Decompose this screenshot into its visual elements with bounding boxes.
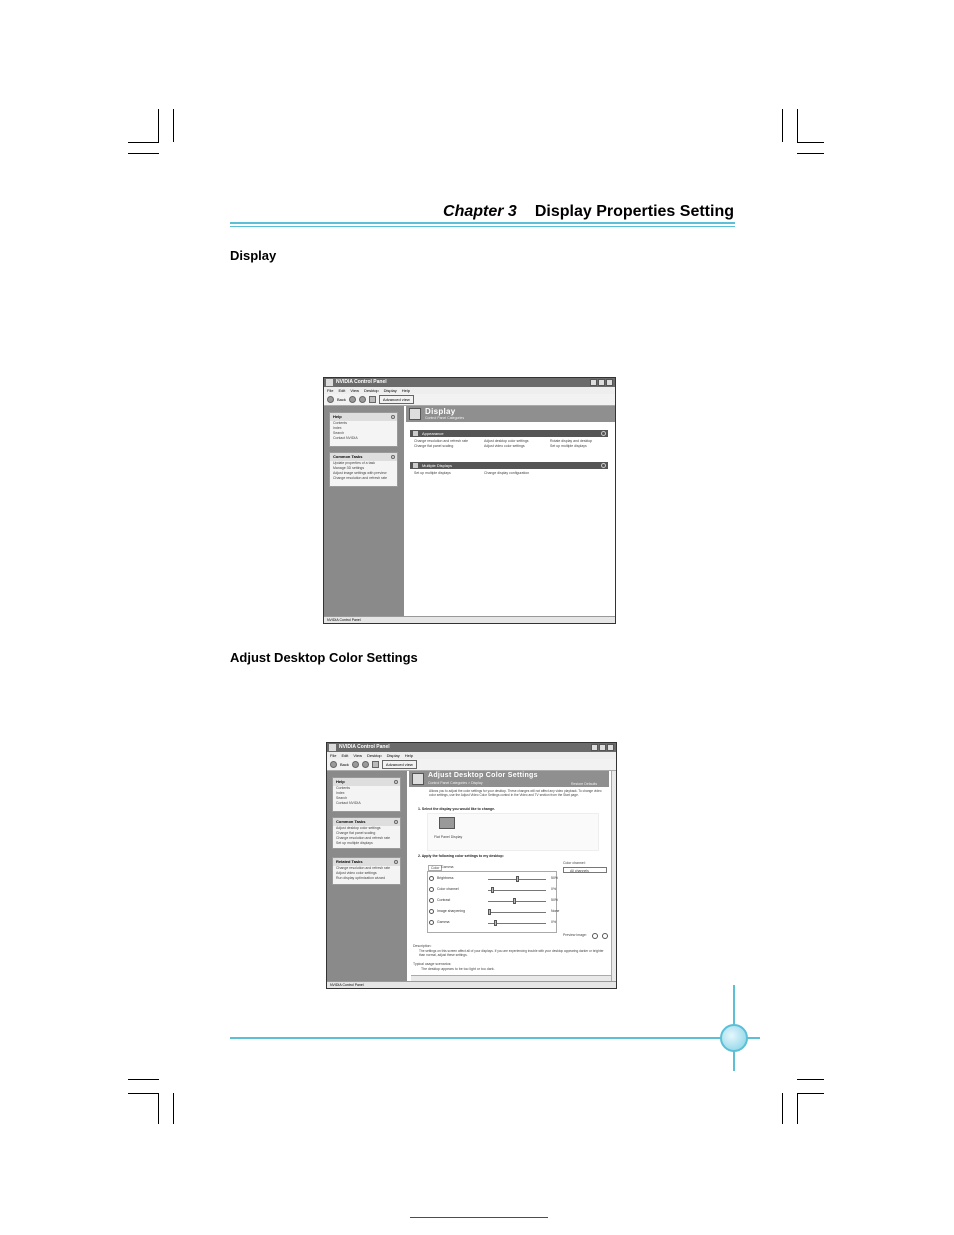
window-titlebar xyxy=(327,743,616,752)
monitor-label: Flat Panel Display xyxy=(434,835,463,839)
menu-view[interactable]: View xyxy=(353,753,362,758)
app-icon xyxy=(329,744,336,751)
slider-track[interactable] xyxy=(488,901,546,902)
close-icon[interactable] xyxy=(606,379,613,386)
task-link[interactable]: Change flat panel scaling xyxy=(414,444,454,448)
status-bar: NVIDIA Control Panel xyxy=(327,981,616,988)
related-tasks-panel xyxy=(332,857,401,885)
screenshot-display xyxy=(323,377,616,624)
home-icon[interactable] xyxy=(369,396,376,403)
slider-thumb[interactable] xyxy=(494,920,497,926)
section-title-display: Display xyxy=(230,248,277,263)
menu-view[interactable]: View xyxy=(350,388,359,393)
chapter-number: Chapter 3 xyxy=(443,203,517,220)
help-item[interactable]: Search xyxy=(336,796,348,800)
refresh-icon[interactable] xyxy=(362,761,369,768)
slider-value: 0% xyxy=(551,920,557,924)
multiple-displays-header[interactable] xyxy=(410,462,608,469)
app-icon xyxy=(326,379,333,386)
forward-icon[interactable] xyxy=(349,396,356,403)
slider-row xyxy=(428,908,563,916)
chevron-up-icon[interactable] xyxy=(391,415,395,419)
contrast-icon xyxy=(429,898,434,903)
intro-text: Allows you to adjust the color settings for your desktop. These changes will not affect any video playback. To change video color settings, use the Adjust Video Color Settings control in the Video and TV section from the Start page. xyxy=(429,789,602,797)
chapter-header xyxy=(380,203,734,221)
crop-mark xyxy=(128,1093,159,1094)
task-link[interactable]: Rotate display and desktop xyxy=(550,439,593,443)
crop-mark xyxy=(782,109,783,142)
multiple-displays-icon xyxy=(413,463,418,468)
menu-help[interactable]: Help xyxy=(404,753,414,758)
menu-desktop[interactable]: Desktop xyxy=(366,753,382,758)
slider-value: None xyxy=(551,909,560,913)
page-banner xyxy=(409,771,609,787)
tab-color[interactable]: Color xyxy=(428,865,442,871)
window-title: NVIDIA Control Panel xyxy=(336,379,387,385)
tasks-panel xyxy=(332,817,401,849)
crop-mark xyxy=(128,142,159,143)
help-item[interactable]: Index xyxy=(333,426,342,430)
sidebar xyxy=(324,406,404,617)
sharpening-icon xyxy=(429,909,434,914)
gamma-icon xyxy=(429,920,434,925)
crop-mark xyxy=(128,153,159,154)
slider-value: 50% xyxy=(551,876,559,880)
crop-mark xyxy=(128,1079,159,1080)
slider-label: Contrast xyxy=(437,898,451,902)
slider-row xyxy=(428,919,563,927)
sidebar xyxy=(327,771,407,982)
slider-label: Brightness xyxy=(437,876,454,880)
task-item[interactable]: Change flat panel scaling xyxy=(336,831,376,835)
header-rule xyxy=(230,222,735,224)
banner-subtitle: Control Panel Categories xyxy=(425,416,465,420)
monitor-icon[interactable] xyxy=(439,817,455,829)
tab-gamma[interactable]: Gamma xyxy=(441,865,454,869)
crop-mark xyxy=(797,142,824,143)
crop-mark xyxy=(173,1093,174,1124)
view-select[interactable]: Advanced view xyxy=(382,760,417,769)
screenshot-adjust-color xyxy=(326,742,617,989)
banner-subtitle: Control Panel Categories > Display xyxy=(428,781,483,785)
help-item[interactable]: Contact NVIDIA xyxy=(333,436,358,440)
menu-file[interactable]: File xyxy=(330,753,337,758)
description-label: Description: xyxy=(413,944,432,948)
description-text: The settings on this screen affect all of your displays. If you are experiencing trouble with your desktop appearing darker or brighter than normal, adjust these settings. xyxy=(419,949,604,957)
slider-label: Gamma xyxy=(437,920,450,924)
slider-value: 0% xyxy=(551,887,557,891)
slider-thumb[interactable] xyxy=(513,898,516,904)
preview-radio[interactable] xyxy=(602,933,608,939)
section-title-adjust: Adjust Desktop Color Settings xyxy=(230,650,418,665)
chapter-title: Display Properties Setting xyxy=(534,203,734,220)
slider-track[interactable] xyxy=(488,912,546,913)
crop-mark xyxy=(797,153,824,154)
window-titlebar xyxy=(324,378,615,387)
task-item[interactable]: Set up multiple displays xyxy=(336,841,373,845)
task-item[interactable]: Adjust image settings with preview xyxy=(333,471,387,475)
related-item[interactable]: Adjust video color settings xyxy=(336,871,377,875)
task-link[interactable]: Adjust video color settings xyxy=(484,444,525,448)
chevron-down-icon[interactable] xyxy=(391,455,395,459)
scenario-item: The desktop appears to be too light or too dark. xyxy=(421,967,495,971)
tasks-panel xyxy=(329,452,398,487)
slider-row xyxy=(428,886,563,894)
brightness-icon xyxy=(429,876,434,881)
help-panel-title: Help xyxy=(336,779,345,784)
menu-bar xyxy=(324,387,615,394)
back-button[interactable]: Back xyxy=(337,397,346,402)
close-icon[interactable] xyxy=(607,744,614,751)
banner-title: Display xyxy=(425,407,456,416)
window-title: NVIDIA Control Panel xyxy=(339,744,390,750)
multiple-displays-title: Multiple Displays xyxy=(422,463,453,468)
step2-heading: 2. Apply the following color settings to my desktop: xyxy=(418,854,504,858)
tasks-panel-title: Common Tasks xyxy=(333,454,363,459)
appearance-icon xyxy=(413,431,418,436)
slider-thumb[interactable] xyxy=(516,876,519,882)
color-channel-icon xyxy=(429,887,434,892)
scenarios-label: Typical usage scenarios: xyxy=(413,962,452,966)
task-link[interactable]: Set up multiple displays xyxy=(414,471,451,475)
header-rule-thin xyxy=(230,226,735,227)
back-icon[interactable] xyxy=(330,761,337,768)
chevron-up-icon[interactable] xyxy=(601,431,606,436)
slider-track[interactable] xyxy=(488,923,546,924)
refresh-icon[interactable] xyxy=(359,396,366,403)
minimize-icon[interactable] xyxy=(590,379,597,386)
footer-rule xyxy=(230,1037,760,1039)
display-icon xyxy=(412,773,424,785)
help-panel xyxy=(329,412,398,447)
page-circle-ornament xyxy=(720,1024,748,1052)
restore-defaults-link[interactable]: Restore Defaults xyxy=(571,782,598,786)
crop-mark xyxy=(782,1093,783,1124)
crop-mark xyxy=(797,109,798,142)
help-panel xyxy=(332,777,401,812)
help-item[interactable]: Contact NVIDIA xyxy=(336,801,361,805)
crop-mark xyxy=(158,1093,159,1124)
task-item[interactable]: Manage 3D settings xyxy=(333,466,365,470)
scrollbar[interactable] xyxy=(611,771,617,982)
menu-display[interactable]: Display xyxy=(383,388,397,393)
back-icon[interactable] xyxy=(327,396,334,403)
page-banner xyxy=(406,406,615,422)
color-settings-group xyxy=(427,871,560,933)
chevron-up-icon[interactable] xyxy=(601,463,606,468)
related-item[interactable]: Run display optimization wizard xyxy=(336,876,386,880)
task-item[interactable]: Change resolution and refresh rate xyxy=(333,476,388,480)
menu-display[interactable]: Display xyxy=(386,753,400,758)
crop-mark xyxy=(158,109,159,142)
slider-thumb[interactable] xyxy=(488,909,491,915)
slider-thumb[interactable] xyxy=(491,887,494,893)
crop-mark xyxy=(797,1079,824,1080)
minimize-icon[interactable] xyxy=(591,744,598,751)
help-item[interactable]: Contents xyxy=(333,421,348,425)
task-link[interactable]: Set up multiple displays xyxy=(550,444,587,448)
help-item[interactable]: Contents xyxy=(336,786,351,790)
preview-radio[interactable] xyxy=(592,933,598,939)
status-bar: NVIDIA Control Panel xyxy=(324,616,615,623)
menu-edit[interactable]: Edit xyxy=(338,388,346,393)
banner-title: Adjust Desktop Color Settings xyxy=(428,772,538,779)
appearance-title: Appearance xyxy=(422,431,444,436)
channel-label: Color channel: xyxy=(563,861,586,865)
toolbar xyxy=(327,759,616,771)
task-link[interactable]: Change display configuration xyxy=(484,471,530,475)
appearance-header[interactable] xyxy=(410,430,608,437)
maximize-icon[interactable] xyxy=(599,744,606,751)
slider-row xyxy=(428,897,563,905)
menu-edit[interactable]: Edit xyxy=(341,753,349,758)
slider-label: Color channel xyxy=(437,887,459,891)
view-select[interactable]: Advanced view xyxy=(379,395,414,404)
forward-icon[interactable] xyxy=(352,761,359,768)
slider-label: Image sharpening xyxy=(437,909,466,913)
slider-track[interactable] xyxy=(488,890,546,891)
crop-mark xyxy=(797,1093,824,1094)
back-button[interactable]: Back xyxy=(340,762,349,767)
task-item[interactable]: Update properties of a task xyxy=(333,461,376,465)
tasks-panel-title: Common Tasks xyxy=(336,819,366,824)
menu-file[interactable]: File xyxy=(327,388,334,393)
menu-help[interactable]: Help xyxy=(401,388,411,393)
task-link[interactable]: Change resolution and refresh rate xyxy=(414,439,469,443)
crop-mark xyxy=(173,109,174,142)
maximize-icon[interactable] xyxy=(598,379,605,386)
related-panel-title: Related Tasks xyxy=(336,859,363,864)
chevron-up-icon[interactable] xyxy=(394,780,398,784)
task-item[interactable]: Adjust desktop color settings xyxy=(336,826,381,830)
related-item[interactable]: Change resolution and refresh rate xyxy=(336,866,391,870)
step1-heading: 1. Select the display you would like to change. xyxy=(418,807,496,811)
slider-row xyxy=(428,875,563,883)
menu-bar xyxy=(327,752,616,759)
home-icon[interactable] xyxy=(372,761,379,768)
display-icon xyxy=(409,408,421,420)
help-item[interactable]: Index xyxy=(336,791,345,795)
crop-mark xyxy=(797,1093,798,1124)
preview-label: Preview image: xyxy=(563,933,587,937)
help-panel-title: Help xyxy=(333,414,342,419)
menu-desktop[interactable]: Desktop xyxy=(363,388,379,393)
help-item[interactable]: Search xyxy=(333,431,345,435)
task-item[interactable]: Change resolution and refresh rate xyxy=(336,836,391,840)
footer-link-underline[interactable] xyxy=(410,1217,548,1218)
chevron-down-icon[interactable] xyxy=(394,820,398,824)
slider-value: 50% xyxy=(551,898,559,902)
channel-select[interactable]: All channels xyxy=(563,867,607,873)
task-link[interactable]: Adjust desktop color settings xyxy=(484,439,529,443)
chevron-up-icon[interactable] xyxy=(394,860,398,864)
toolbar xyxy=(324,394,615,406)
